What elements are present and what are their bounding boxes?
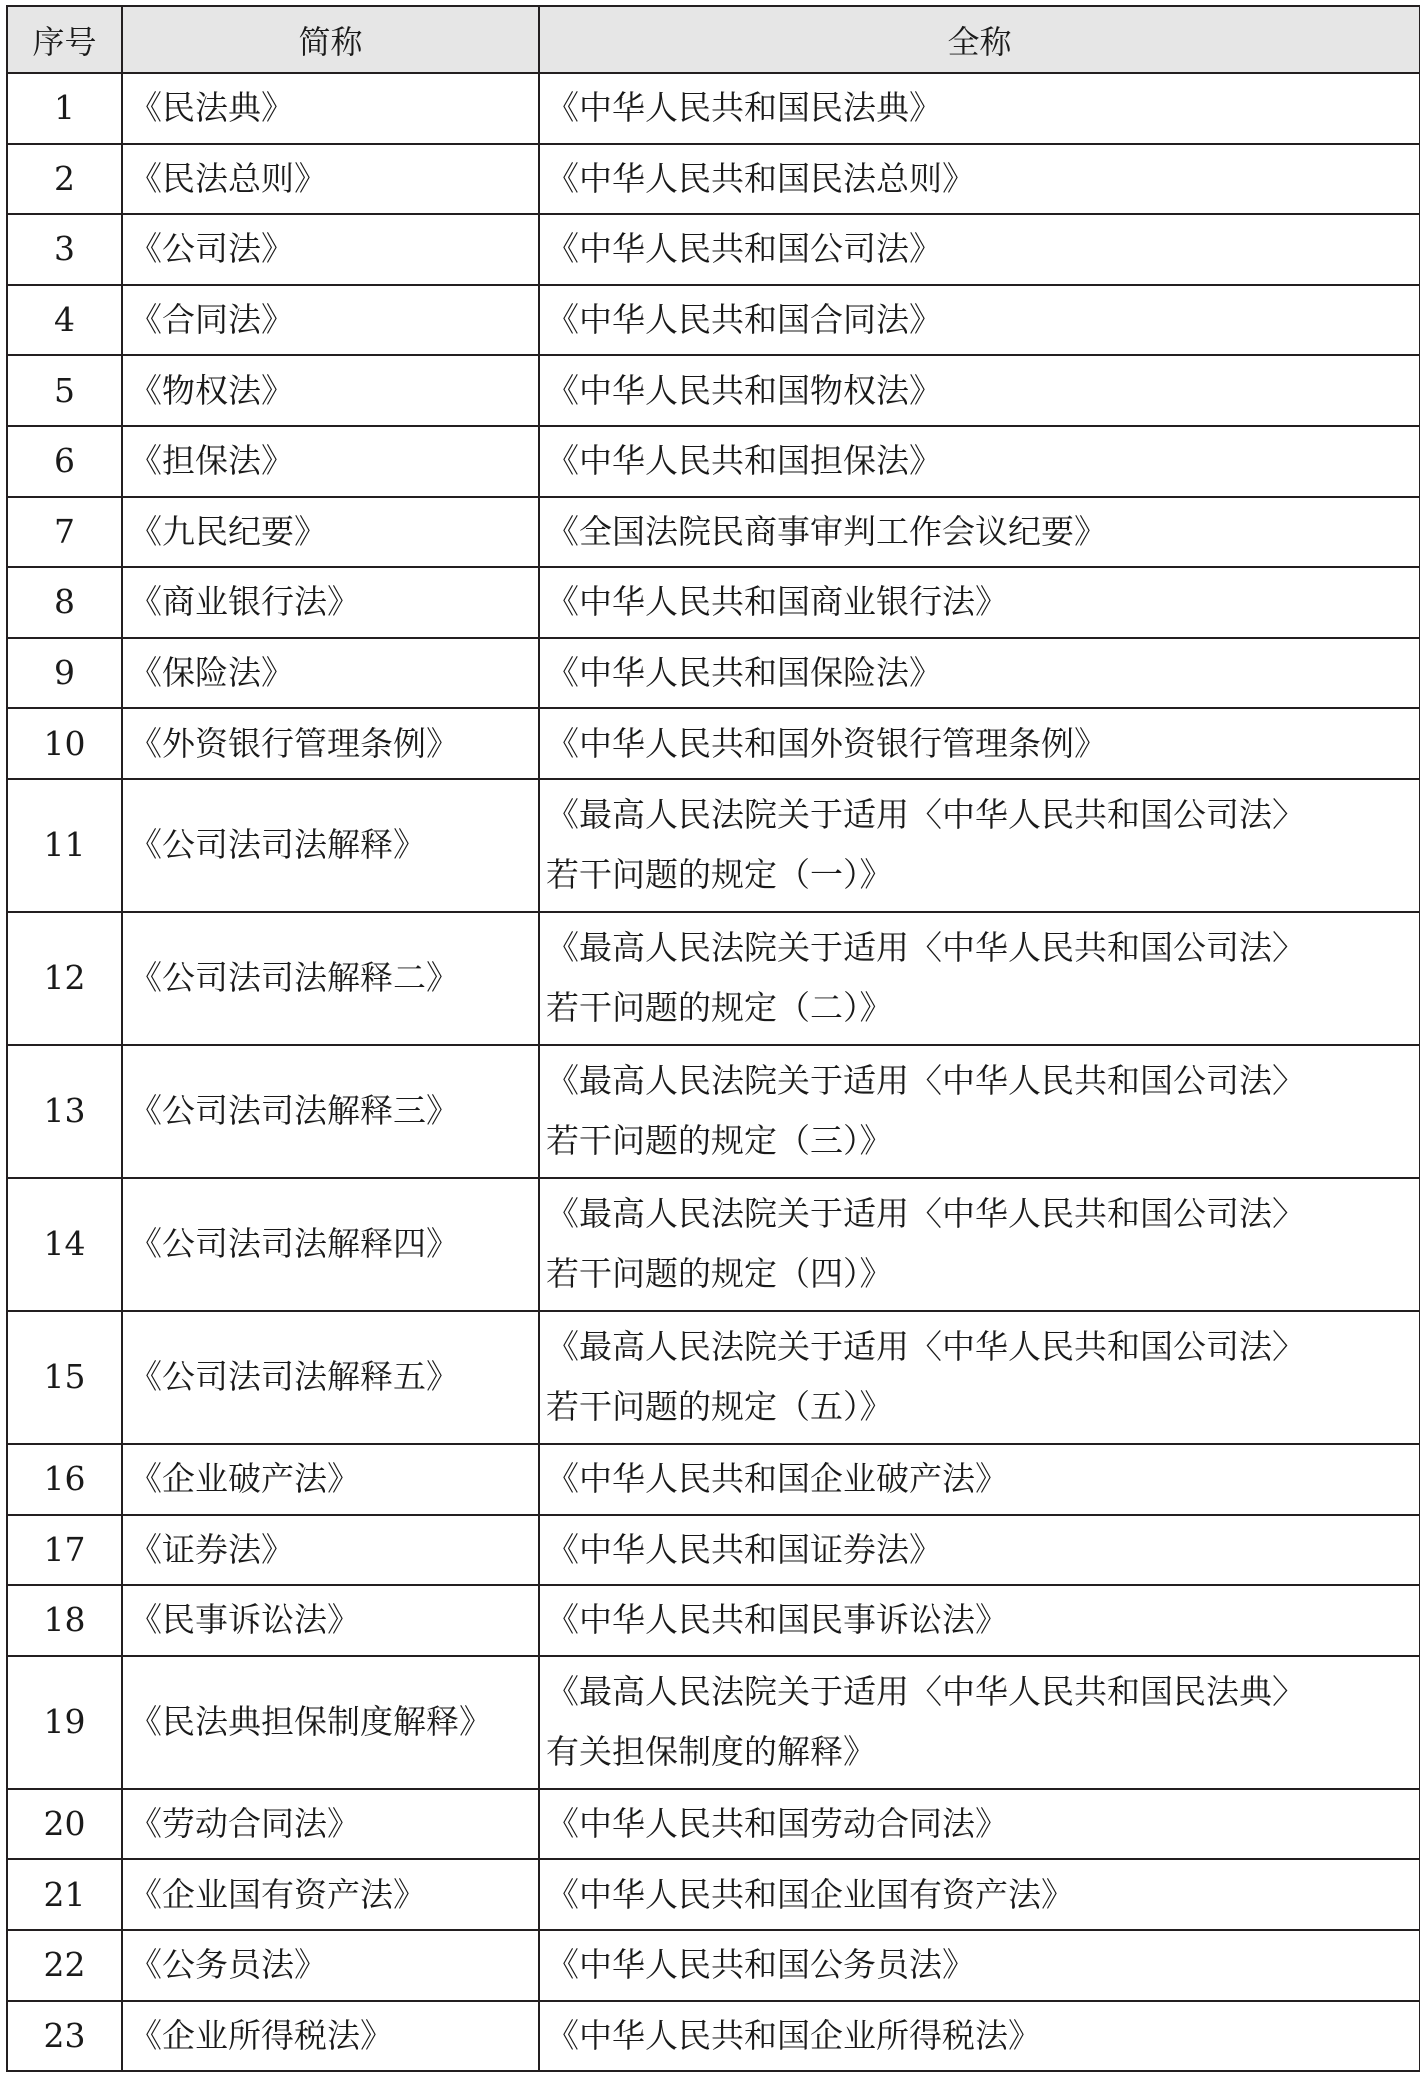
full-name-line: 《中华人民共和国企业所得税法》 <box>546 2015 1041 2055</box>
row-short-name: 《民事诉讼法》 <box>122 1585 539 1656</box>
table-row <box>7 1045 1420 1178</box>
row-index: 13 <box>7 1045 122 1178</box>
row-short-name: 《外资银行管理条例》 <box>122 708 539 779</box>
row-short-name: 《保险法》 <box>122 638 539 709</box>
table-row <box>7 1444 1420 1515</box>
row-short-name: 《公司法司法解释三》 <box>122 1045 539 1178</box>
full-name-line: 《中华人民共和国合同法》 <box>546 300 942 340</box>
full-name-line: 若干问题的规定（二）》 <box>546 988 893 1028</box>
table-row <box>7 355 1420 426</box>
full-name-line: 《最高人民法院关于适用〈中华人民共和国公司法〉 <box>546 1194 1305 1234</box>
row-full-name <box>539 144 1420 215</box>
table-row <box>7 1859 1420 1930</box>
table-row <box>7 1515 1420 1586</box>
row-full-name <box>539 214 1420 285</box>
row-full-name <box>539 1859 1420 1930</box>
row-full-name <box>539 638 1420 709</box>
row-short-name: 《公司法司法解释四》 <box>122 1178 539 1311</box>
row-short-name: 《物权法》 <box>122 355 539 426</box>
row-short-name: 《企业国有资产法》 <box>122 1859 539 1930</box>
row-full-name <box>539 2001 1420 2072</box>
header-full-name: 全称 <box>539 6 1420 73</box>
row-index: 19 <box>7 1656 122 1789</box>
row-full-name <box>539 1444 1420 1515</box>
row-index: 14 <box>7 1178 122 1311</box>
row-full-name <box>539 1311 1420 1444</box>
full-name-line: 《中华人民共和国企业破产法》 <box>546 1459 1008 1499</box>
row-short-name: 《商业银行法》 <box>122 567 539 638</box>
row-short-name: 《公务员法》 <box>122 1930 539 2001</box>
row-full-name <box>539 1178 1420 1311</box>
row-index: 6 <box>7 426 122 497</box>
row-short-name: 《九民纪要》 <box>122 497 539 568</box>
full-name-line: 《中华人民共和国证券法》 <box>546 1529 942 1569</box>
table-row <box>7 1930 1420 2001</box>
row-full-name <box>539 426 1420 497</box>
row-index: 15 <box>7 1311 122 1444</box>
table-row <box>7 426 1420 497</box>
header-index: 序号 <box>7 6 122 73</box>
row-index: 7 <box>7 497 122 568</box>
header-row <box>7 6 1420 73</box>
row-full-name <box>539 567 1420 638</box>
table-row <box>7 2001 1420 2072</box>
full-name-line: 有关担保制度的解释》 <box>546 1732 876 1772</box>
full-name-line: 《中华人民共和国民法总则》 <box>546 158 975 198</box>
row-index: 8 <box>7 567 122 638</box>
table-row <box>7 1311 1420 1444</box>
table-row <box>7 567 1420 638</box>
table-row <box>7 144 1420 215</box>
row-full-name <box>539 1515 1420 1586</box>
row-index: 20 <box>7 1789 122 1860</box>
table-row <box>7 497 1420 568</box>
table-row <box>7 708 1420 779</box>
table-row <box>7 285 1420 356</box>
row-index: 10 <box>7 708 122 779</box>
row-index: 3 <box>7 214 122 285</box>
full-name-line: 若干问题的规定（四）》 <box>546 1254 893 1294</box>
table-row <box>7 214 1420 285</box>
row-short-name: 《民法总则》 <box>122 144 539 215</box>
full-name-line: 《最高人民法院关于适用〈中华人民共和国公司法〉 <box>546 1327 1305 1367</box>
row-full-name <box>539 285 1420 356</box>
row-index: 2 <box>7 144 122 215</box>
row-index: 5 <box>7 355 122 426</box>
row-short-name: 《合同法》 <box>122 285 539 356</box>
abbreviation-table <box>6 5 1420 2072</box>
full-name-line: 《中华人民共和国保险法》 <box>546 653 942 693</box>
row-index: 22 <box>7 1930 122 2001</box>
full-name-line: 《中华人民共和国公司法》 <box>546 229 942 269</box>
full-name-line: 《最高人民法院关于适用〈中华人民共和国公司法〉 <box>546 1061 1305 1101</box>
full-name-line: 《全国法院民商事审判工作会议纪要》 <box>546 511 1107 551</box>
full-name-line: 《中华人民共和国企业国有资产法》 <box>546 1874 1074 1914</box>
table-row <box>7 912 1420 1045</box>
row-full-name <box>539 1789 1420 1860</box>
row-full-name <box>539 355 1420 426</box>
row-full-name <box>539 779 1420 912</box>
table-body <box>7 73 1420 2071</box>
row-short-name: 《公司法司法解释五》 <box>122 1311 539 1444</box>
row-index: 17 <box>7 1515 122 1586</box>
row-short-name: 《民法典》 <box>122 73 539 144</box>
table-row <box>7 1585 1420 1656</box>
row-index: 16 <box>7 1444 122 1515</box>
table-row <box>7 1178 1420 1311</box>
row-index: 11 <box>7 779 122 912</box>
row-index: 23 <box>7 2001 122 2072</box>
row-full-name <box>539 912 1420 1045</box>
full-name-line: 《最高人民法院关于适用〈中华人民共和国公司法〉 <box>546 795 1305 835</box>
row-full-name <box>539 497 1420 568</box>
header-short-name: 简称 <box>122 6 539 73</box>
row-index: 18 <box>7 1585 122 1656</box>
full-name-line: 《中华人民共和国劳动合同法》 <box>546 1804 1008 1844</box>
row-full-name <box>539 1930 1420 2001</box>
row-short-name: 《企业所得税法》 <box>122 2001 539 2072</box>
row-index: 1 <box>7 73 122 144</box>
row-full-name <box>539 1585 1420 1656</box>
row-index: 9 <box>7 638 122 709</box>
table-row <box>7 638 1420 709</box>
full-name-line: 《中华人民共和国公务员法》 <box>546 1945 975 1985</box>
row-full-name <box>539 1656 1420 1789</box>
full-name-line: 《最高人民法院关于适用〈中华人民共和国公司法〉 <box>546 928 1305 968</box>
full-name-line: 《最高人民法院关于适用〈中华人民共和国民法典〉 <box>546 1672 1305 1712</box>
row-short-name: 《公司法司法解释》 <box>122 779 539 912</box>
full-name-line: 《中华人民共和国物权法》 <box>546 370 942 410</box>
row-short-name: 《证券法》 <box>122 1515 539 1586</box>
row-index: 4 <box>7 285 122 356</box>
full-name-line: 《中华人民共和国外资银行管理条例》 <box>546 723 1107 763</box>
full-name-line: 若干问题的规定（三）》 <box>546 1121 893 1161</box>
row-full-name <box>539 708 1420 779</box>
table-row <box>7 73 1420 144</box>
row-full-name <box>539 73 1420 144</box>
row-full-name <box>539 1045 1420 1178</box>
full-name-line: 若干问题的规定（五）》 <box>546 1387 893 1427</box>
full-name-line: 《中华人民共和国商业银行法》 <box>546 582 1008 622</box>
row-short-name: 《担保法》 <box>122 426 539 497</box>
row-short-name: 《劳动合同法》 <box>122 1789 539 1860</box>
row-short-name: 《公司法司法解释二》 <box>122 912 539 1045</box>
table-row <box>7 1789 1420 1860</box>
table-row <box>7 779 1420 912</box>
row-index: 21 <box>7 1859 122 1930</box>
table-row <box>7 1656 1420 1789</box>
row-short-name: 《企业破产法》 <box>122 1444 539 1515</box>
full-name-line: 《中华人民共和国民事诉讼法》 <box>546 1600 1008 1640</box>
row-short-name: 《民法典担保制度解释》 <box>122 1656 539 1789</box>
full-name-line: 若干问题的规定（一）》 <box>546 855 893 895</box>
row-index: 12 <box>7 912 122 1045</box>
row-short-name: 《公司法》 <box>122 214 539 285</box>
full-name-line: 《中华人民共和国担保法》 <box>546 441 942 481</box>
full-name-line: 《中华人民共和国民法典》 <box>546 88 942 128</box>
